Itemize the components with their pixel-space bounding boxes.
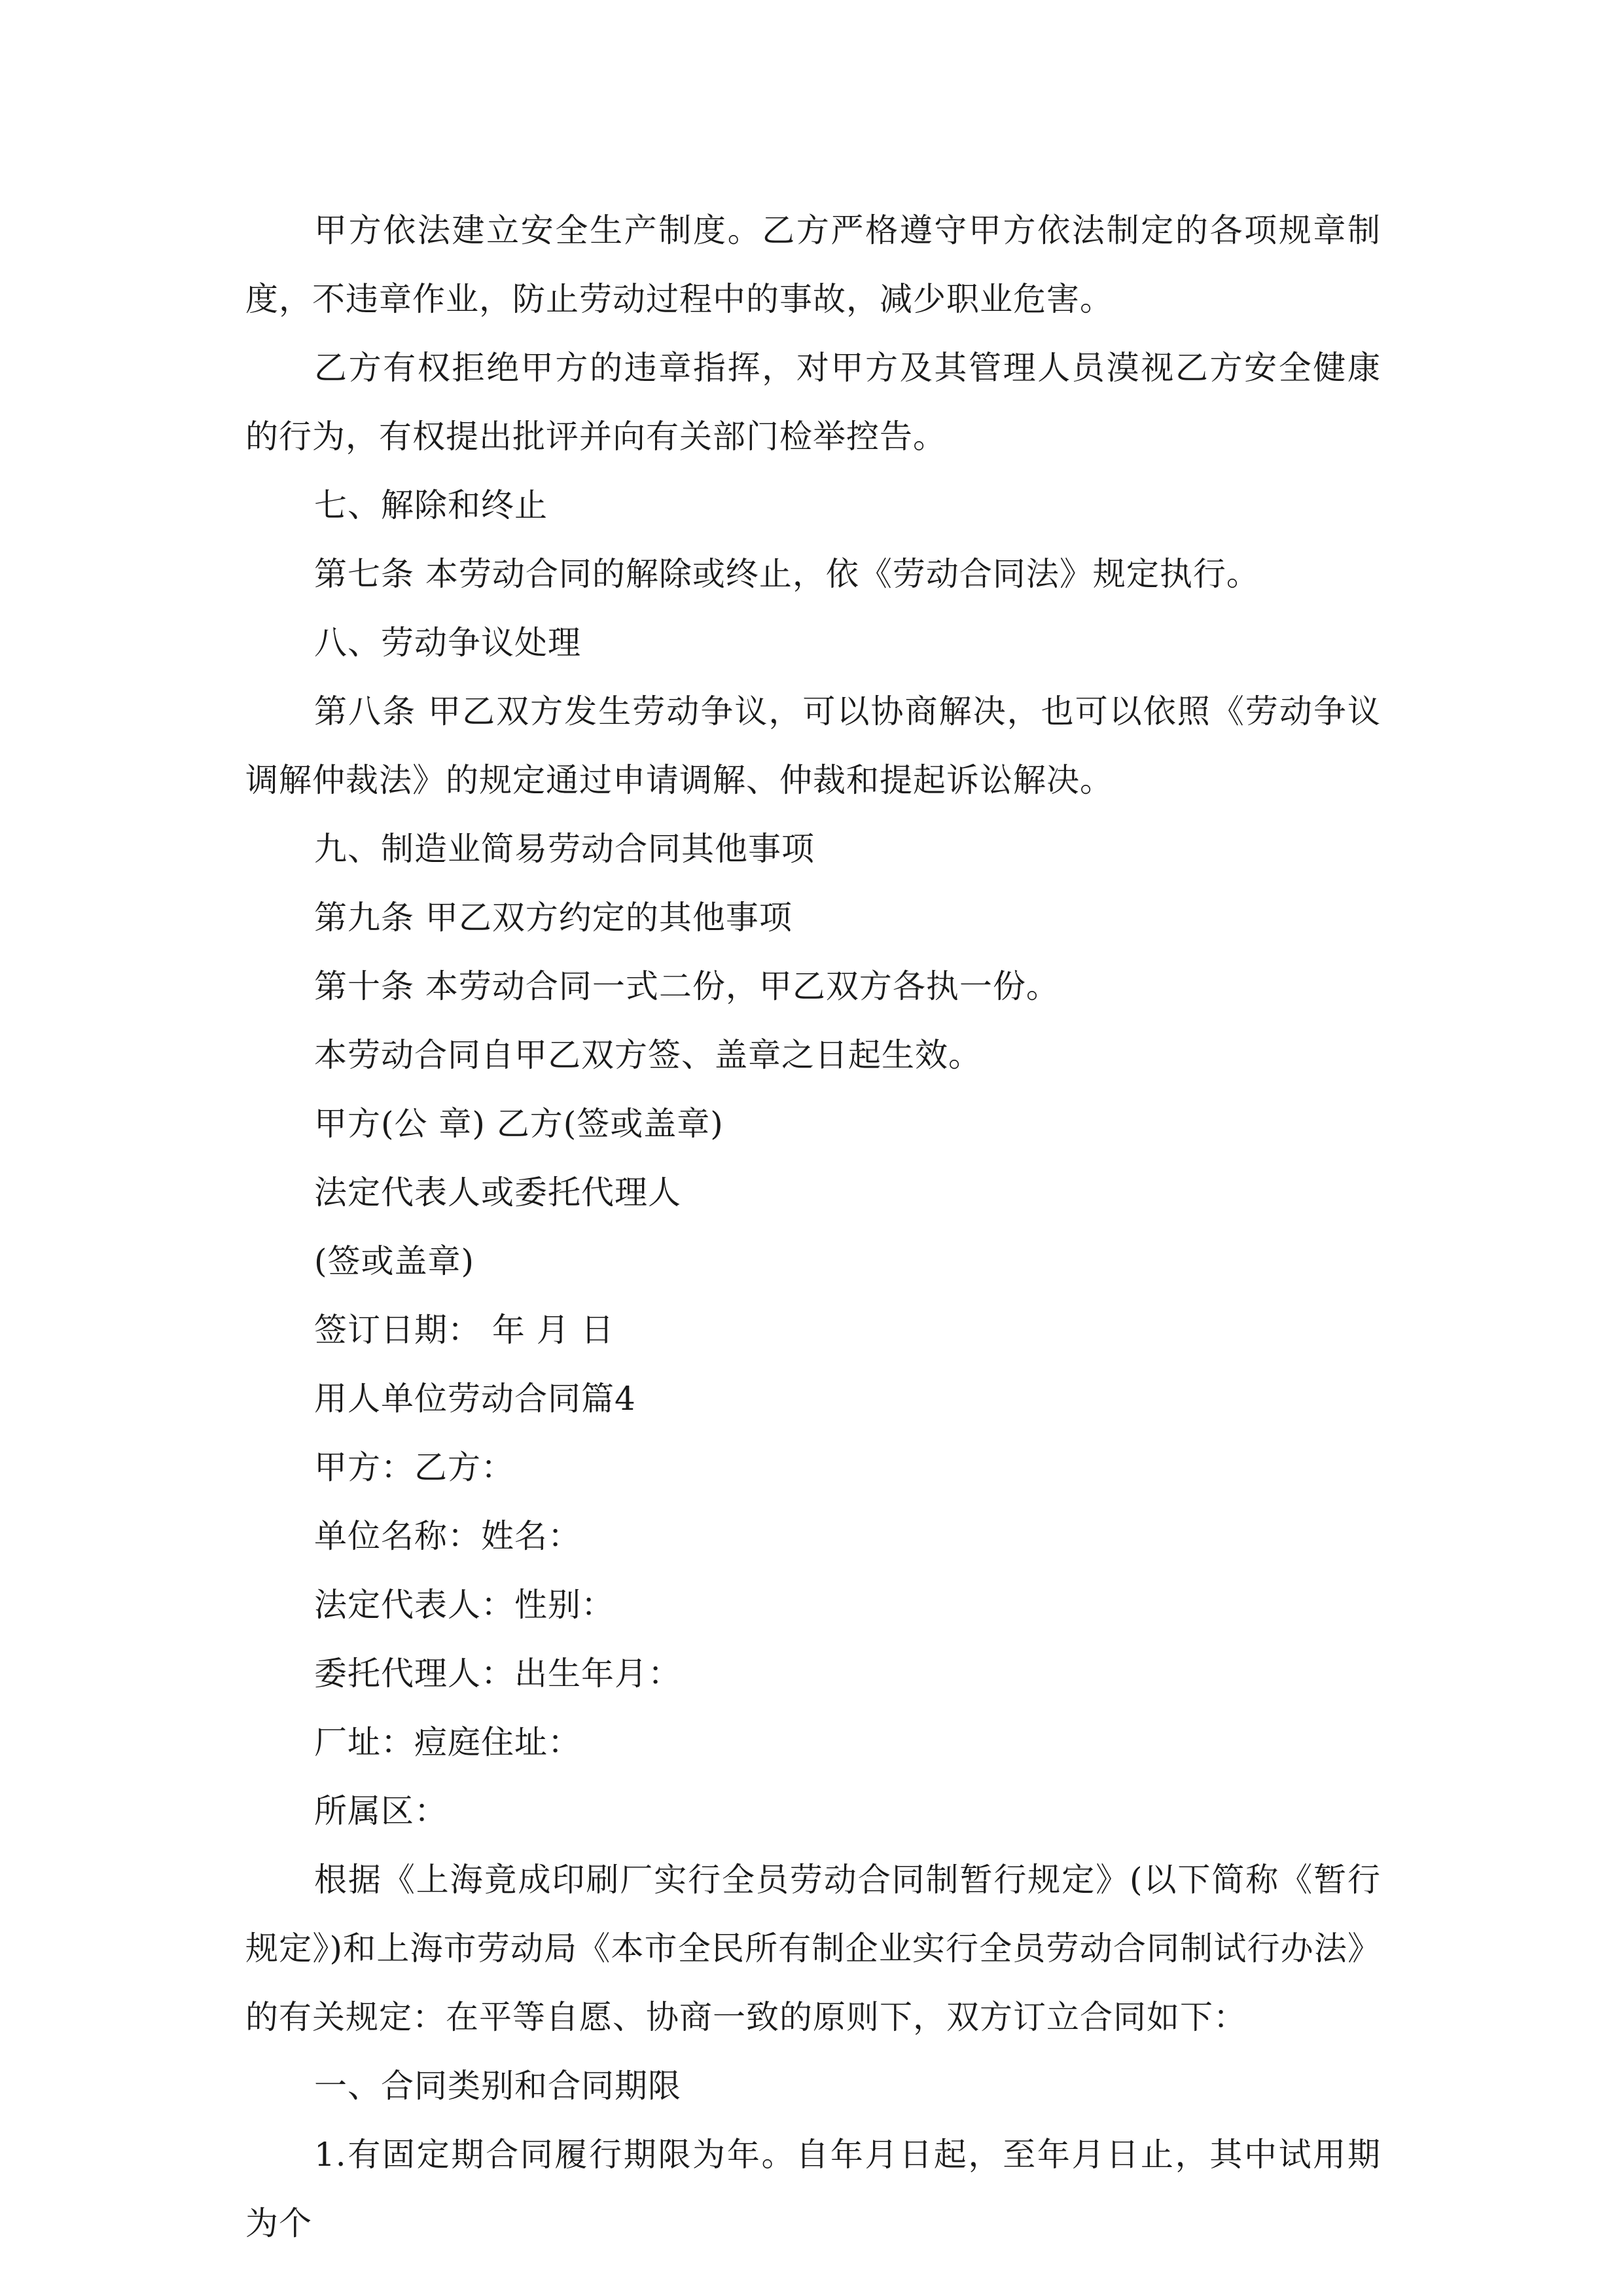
field-legal-representative: 法定代表人：性别： — [314, 1586, 615, 1624]
signature-parties: 甲方(公 章) 乙方(签或盖章) — [314, 1105, 724, 1143]
article-eight: 第八条 甲乙双方发生劳动争议，可以协商解决，也可以依照《劳动争议调解仲裁法》的规定通过申请调解、仲裁和提起诉讼解决。 — [245, 692, 1381, 799]
effective-clause: 本劳动合同自甲乙双方签、盖章之日起生效。 — [314, 1036, 982, 1074]
paragraph-legal-basis: 根据《上海竟成印刷厂实行全员劳动合同制暂行规定》(以下简称《暂行规定》)和上海市劳动局《本市全民所有制企业实行全员劳动合同制试行办法》的有关规定：在平等自愿、协商一致的原则下，双方订立合同如下： — [245, 1861, 1381, 2036]
paragraph-refuse-orders: 乙方有权拒绝甲方的违章指挥，对甲方及其管理人员漠视乙方安全健康的行为，有权提出批评并向有关部门检举控告。 — [245, 349, 1381, 456]
section-heading-contract-type: 一、合同类别和合同期限 — [314, 2067, 681, 2105]
section-heading-termination: 七、解除和终止 — [314, 486, 548, 524]
section-heading-dispute: 八、劳动争议处理 — [314, 624, 581, 662]
party-labels: 甲方：乙方： — [314, 1448, 514, 1486]
signature-representative: 法定代表人或委托代理人 — [314, 1174, 681, 1211]
field-agent: 委托代理人：出生年月： — [314, 1655, 681, 1693]
signature-seal: (签或盖章) — [314, 1242, 475, 1280]
field-unit-name: 单位名称：姓名： — [314, 1517, 581, 1555]
contract-title-part4: 用人单位劳动合同篇4 — [314, 1380, 636, 1418]
item-fixed-term: 1.有固定期合同履行期限为年。自年月日起，至年月日止，其中试用期为个 — [245, 2136, 1381, 2242]
signing-date: 签订日期： 年 月 日 — [314, 1311, 615, 1349]
paragraph-safety-system: 甲方依法建立安全生产制度。乙方严格遵守甲方依法制定的各项规章制度，不违章作业，防止劳动过程中的事故，减少职业危害。 — [245, 211, 1381, 318]
field-address: 厂址：痘庭住址： — [314, 1723, 581, 1761]
field-district: 所属区： — [314, 1792, 448, 1830]
article-nine: 第九条 甲乙双方约定的其他事项 — [314, 899, 793, 937]
article-ten: 第十条 本劳动合同一式二份，甲乙双方各执一份。 — [314, 967, 1060, 1005]
article-seven: 第七条 本劳动合同的解除或终止，依《劳动合同法》规定执行。 — [314, 555, 1260, 593]
document-page — [245, 196, 1381, 2258]
section-heading-other-matters: 九、制造业简易劳动合同其他事项 — [314, 830, 815, 868]
